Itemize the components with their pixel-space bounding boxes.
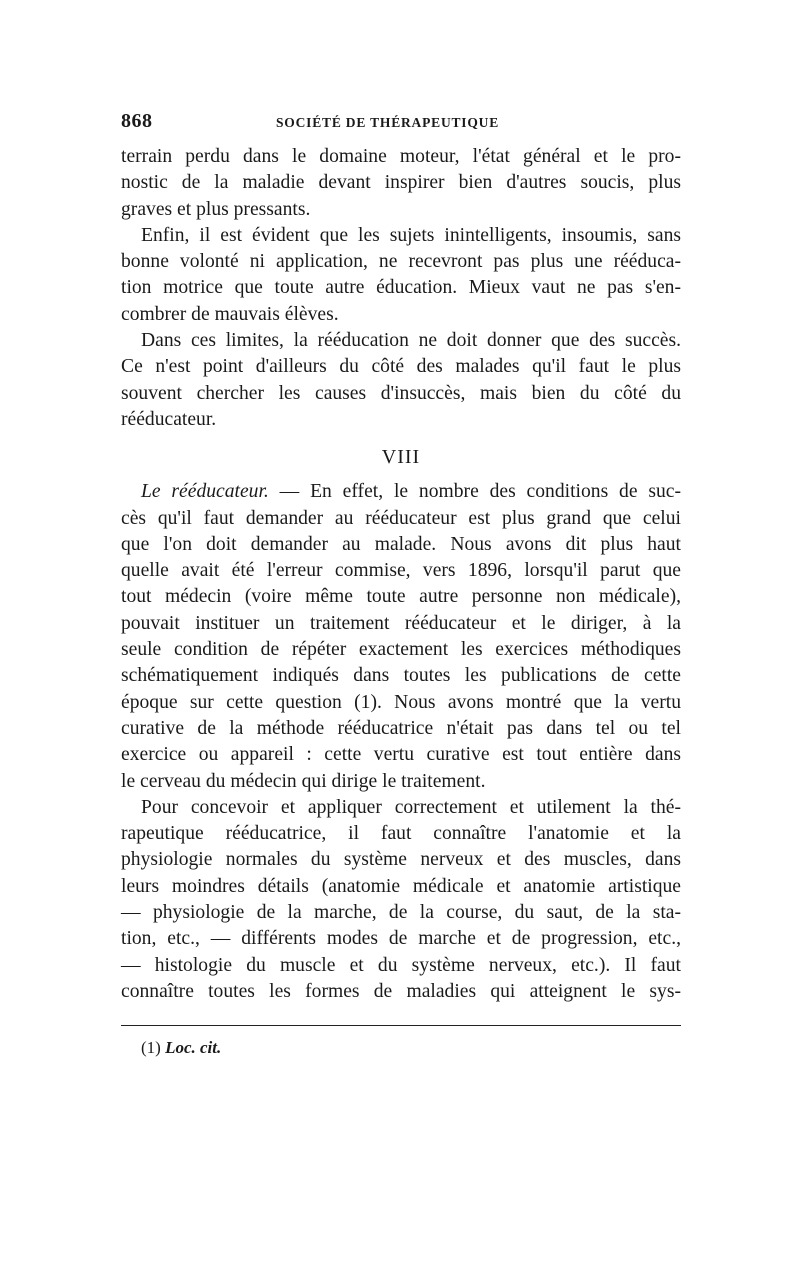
text-line: bonne volonté ni application, ne recevront pas plus une rééduca- (121, 251, 681, 273)
section-lead-line (121, 479, 681, 505)
text-line: quelle avait été l'erreur commise, vers 1896, lorsqu'il parut que (121, 560, 681, 582)
text-line: rapeutique rééducatrice, il faut connaître l'anatomie et la (121, 823, 681, 845)
text-line: cès qu'il faut demander au rééducateur est plus grand que celui (121, 507, 681, 529)
text-line: tion, etc., — différents modes de marche et de progression, etc., (121, 928, 681, 950)
footnote-text: Loc. cit. (165, 1038, 222, 1058)
text-line: terrain perdu dans le domaine moteur, l'état général et le pro- (121, 146, 681, 167)
text-line: physiologie normales du système nerveux et des muscles, dans (121, 849, 681, 871)
text-line: tout médecin (voire même toute autre personne non médicale), (121, 586, 681, 608)
text-line: que l'on doit demander au malade. Nous avons dit plus haut (121, 533, 681, 555)
text-line: Enfin, il est évident que les sujets inintelligents, insoumis, sans (141, 224, 681, 246)
text-line: exercice ou appareil : cette vertu curative est tout entière dans (121, 744, 681, 766)
section-lead-rest: — En effet, le nombre des conditions de suc- (268, 481, 682, 503)
text-line: curative de la méthode rééducatrice n'était pas dans tel ou tel (121, 717, 681, 739)
body-text (121, 144, 681, 1005)
text-line: le cerveau du médecin qui dirige le traitement. (121, 770, 486, 792)
text-line: — physiologie de la marche, de la course, du saut, de la sta- (121, 902, 681, 924)
text-line: graves et plus pressants. (121, 198, 311, 220)
paragraph (121, 223, 681, 328)
text-line: seule condition de répéter exactement les exercices méthodiques (121, 639, 681, 661)
text-line: Ce n'est point d'ailleurs du côté des malades qu'il faut le plus (121, 356, 681, 378)
paragraph (121, 328, 681, 433)
section-lead-title: Le rééducateur. (141, 481, 269, 503)
footnote-divider (121, 1025, 681, 1026)
running-title: SOCIÉTÉ DE THÉRAPEUTIQUE (276, 115, 500, 130)
text-line: Dans ces limites, la rééducation ne doit donner que des succès. (141, 330, 681, 352)
paragraph (121, 795, 681, 1005)
book-page (121, 110, 681, 1058)
text-line: — histologie du muscle et du système nerveux, etc.). Il faut (121, 954, 681, 976)
text-line: souvent chercher les causes d'insuccès, mais bien du côté du (121, 382, 681, 404)
text-line: connaître toutes les formes de maladies qui atteignent le sys- (121, 980, 681, 1002)
text-line: Pour concevoir et appliquer correctement et utilement la thé- (141, 796, 681, 818)
paragraph (121, 479, 681, 795)
text-line: époque sur cette question (1). Nous avons montré que la vertu (121, 691, 681, 713)
text-line: pouvait instituer un traitement rééducateur et le diriger, à la (121, 612, 681, 634)
text-line: schématiquement indiqués dans toutes les publications de cette (121, 665, 681, 687)
footnote-marker: (1) (141, 1038, 166, 1058)
section-heading: VIII (381, 446, 421, 469)
paragraph (121, 144, 681, 223)
text-line: nostic de la maladie devant inspirer bien d'autres soucis, plus (121, 172, 681, 194)
text-line: rééducateur. (121, 408, 217, 430)
text-line: tion motrice que toute autre éducation. Mieux vaut ne pas s'en- (121, 277, 681, 299)
running-header (121, 110, 681, 144)
footnote (121, 1038, 681, 1058)
text-line: combrer de mauvais élèves. (121, 303, 339, 325)
page-number: 868 (121, 110, 153, 132)
text-line: leurs moindres détails (anatomie médicale et anatomie artistique (121, 875, 681, 897)
